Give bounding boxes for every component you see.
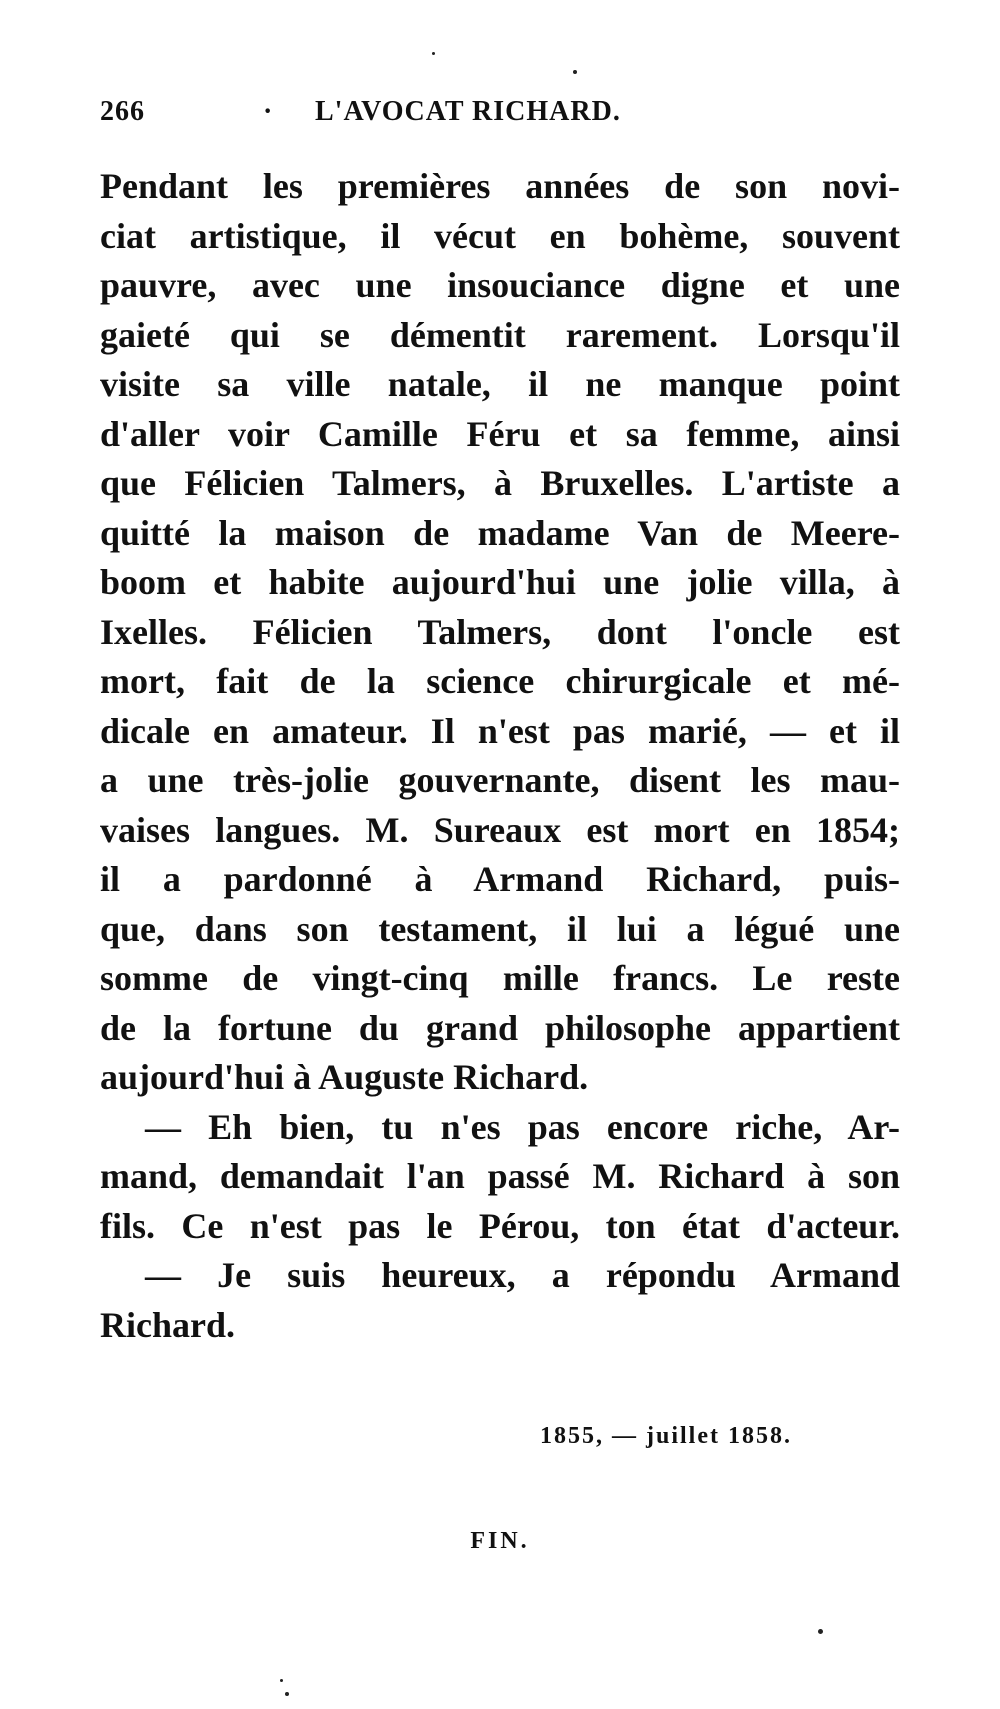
page-number: 266 bbox=[100, 96, 145, 127]
text-line: de la fortune du grand philosophe appartient bbox=[100, 1007, 900, 1048]
body-text bbox=[100, 162, 900, 1350]
text-line: il a pardonné à Armand Richard, puis- bbox=[100, 859, 900, 899]
text-line: a une très-jolie gouvernante, disent les mau- bbox=[100, 760, 900, 800]
ink-speck bbox=[285, 1692, 289, 1696]
ink-speck bbox=[573, 70, 577, 74]
text-line: Ixelles. Félicien Talmers, dont l'oncle est bbox=[100, 611, 900, 652]
text-line: visite sa ville natale, il ne manque point bbox=[100, 364, 900, 404]
text-line: gaieté qui se démentit rarement. Lorsqu'il bbox=[100, 314, 900, 355]
text-line: mand, demandait l'an passé M. Richard à son bbox=[100, 1156, 900, 1196]
text-line: Richard. bbox=[100, 1304, 235, 1345]
header-separator: · bbox=[263, 96, 274, 127]
text-line: fils. Ce n'est pas le Pérou, ton état d'acteur. bbox=[100, 1205, 900, 1246]
text-line: mort, fait de la science chirurgicale et mé- bbox=[100, 661, 900, 701]
text-line: boom et habite aujourd'hui une jolie villa, à bbox=[100, 562, 900, 602]
text-line: pauvre, avec une insouciance digne et une bbox=[100, 265, 900, 305]
running-title: L'AVOCAT RICHARD. bbox=[315, 96, 621, 127]
text-line: Pendant les premières années de son novi- bbox=[100, 166, 900, 206]
dialogue-line: — Eh bien, tu n'es pas encore riche, Ar- bbox=[145, 1106, 900, 1147]
text-line: d'aller voir Camille Féru et sa femme, ainsi bbox=[100, 413, 900, 454]
date-line: 1855, — juillet 1858. bbox=[540, 1423, 792, 1449]
text-line: dicale en amateur. Il n'est pas marié, — et il bbox=[100, 710, 900, 751]
text-line: que, dans son testament, il lui a légué une bbox=[100, 908, 900, 949]
end-mark: FIN. bbox=[470, 1528, 530, 1554]
dialogue-line: — Je suis heureux, a répondu Armand bbox=[145, 1255, 900, 1295]
ink-speck bbox=[818, 1629, 823, 1634]
text-line: vaises langues. M. Sureaux est mort en 1854; bbox=[100, 809, 900, 850]
text-line: somme de vingt-cinq mille francs. Le reste bbox=[100, 958, 900, 998]
ink-speck bbox=[280, 1679, 283, 1682]
running-head bbox=[100, 96, 900, 136]
text-line: que Félicien Talmers, à Bruxelles. L'artiste a bbox=[100, 463, 900, 503]
text-line: aujourd'hui à Auguste Richard. bbox=[100, 1057, 589, 1097]
text-line: quitté la maison de madame Van de Meere- bbox=[100, 512, 900, 553]
text-line: ciat artistique, il vécut en bohème, souvent bbox=[100, 215, 900, 256]
ink-speck bbox=[432, 52, 435, 55]
